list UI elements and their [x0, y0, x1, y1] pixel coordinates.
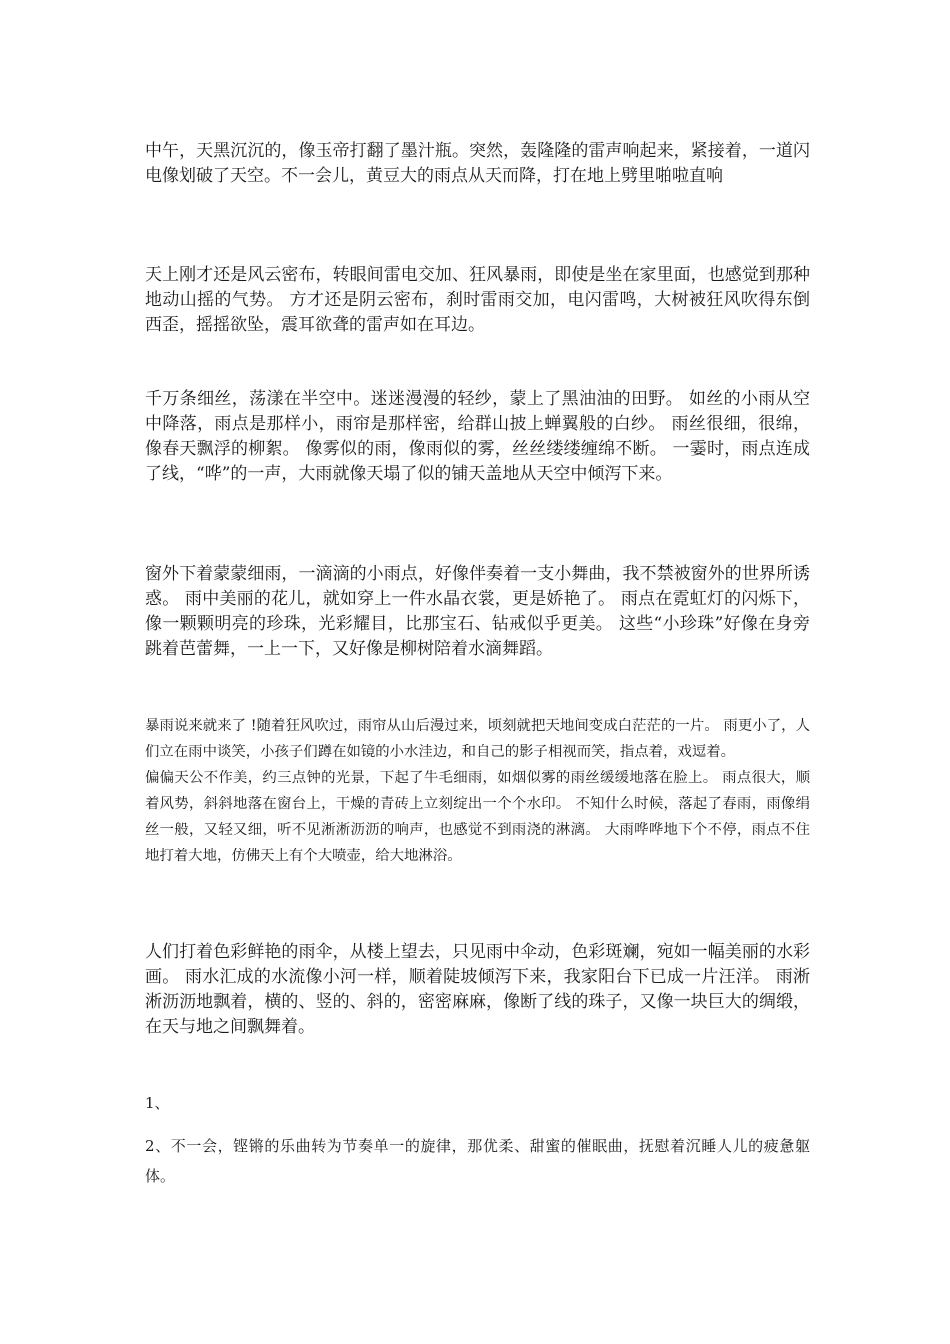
paragraph-drizzle-window: 窗外下着蒙蒙细雨，一滴滴的小雨点，好像伴奏着一支小舞曲，我不禁被窗外的世界所诱惑。 雨中美丽的花儿，就如穿上一件水晶衣裳，更是娇艳了。 雨点在霓虹灯的闪烁下，像一颗颗明亮的珍珠，光彩耀目，比那宝石、钻戒似乎更美。 这些“小珍珠”好像在身旁跳着芭蕾舞，一上一下，又好像是柳树陪着水滴舞蹈。 [145, 564, 810, 659]
paragraph-noon-thunderstorm: 中午，天黑沉沉的，像玉帝打翻了墨汁瓶。突然，轰隆隆的雷声响起来，紧接着，一道闪电像划破了天空。不一会儿，黄豆大的雨点从天而降，打在地上劈里啪啦直响 [145, 141, 810, 186]
paragraph-sudden-rainstorm: 暴雨说来就来了 !随着狂风吹过，雨帘从山后漫过来，顷刻就把天地间变成白茫茫的一片。 雨更小了，人们立在雨中谈笑，小孩子们蹲在如镜的小水洼边，和自己的影子相视而笑，指点着，戏逗着。 [145, 718, 810, 760]
list-item-2: 2、不一会，铿锵的乐曲转为节奏单一的旋律，那优柔、甜蜜的催眠曲，抚慰着沉睡人儿的疲惫躯体。 [145, 1137, 810, 1185]
paragraph-storm-sky: 天上刚才还是风云密布，转眼间雷电交加、狂风暴雨，即使是坐在家里面，也感觉到那种地动山摇的气势。 方才还是阴云密布，刹时雷雨交加，电闪雷鸣，大树被狂风吹得东倒西歪，摇摇欲坠，震耳欲聋的雷声如在耳边。 [145, 265, 810, 335]
list-item-1: 1、 [145, 1094, 170, 1112]
paragraph-fine-rain: 千万条细丝，荡漾在半空中。迷迷漫漫的轻纱，蒙上了黑油油的田野。 如丝的小雨从空中降落，雨点是那样小，雨帘是那样密，给群山披上蝉翼般的白纱。 雨丝很细，很绵，像春天飘浮的柳絮。 像雾似的雨，像雨似的雾，丝丝缕缕缠绵不断。 一霎时，雨点连成了线，“哗”的一声，大雨就像天塌了似的铺天盖地从天空中倾泻下来。 [145, 389, 810, 484]
paragraph-spring-rain: 偏偏天公不作美，约三点钟的光景，下起了牛毛细雨，如烟似雾的雨丝缓缓地落在脸上。 雨点很大，顺着风势，斜斜地落在窗台上，干燥的青砖上立刻绽出一个个水印。 不知什么时候，落起了春雨，雨像绢丝一般，又轻又细，听不见淅淅沥沥的响声，也感觉不到雨浇的淋漓。 大雨哗哗地下个不停，雨点不住地打着大地，仿佛天上有个大喷壶，给大地淋浴。 [145, 770, 810, 864]
paragraph-umbrellas: 人们打着色彩鲜艳的雨伞，从楼上望去，只见雨中伞动，色彩斑斓，宛如一幅美丽的水彩画。 雨水汇成的水流像小河一样，顺着陡坡倾泻下来，我家阳台下已成一片汪洋。 雨淅淅沥沥地飘着，横的、竖的、斜的，密密麻麻，像断了线的珠子，又像一块巨大的绸缎，在天与地之间飘舞着。 [145, 942, 810, 1037]
paragraph-group-rainstorm [145, 713, 810, 869]
